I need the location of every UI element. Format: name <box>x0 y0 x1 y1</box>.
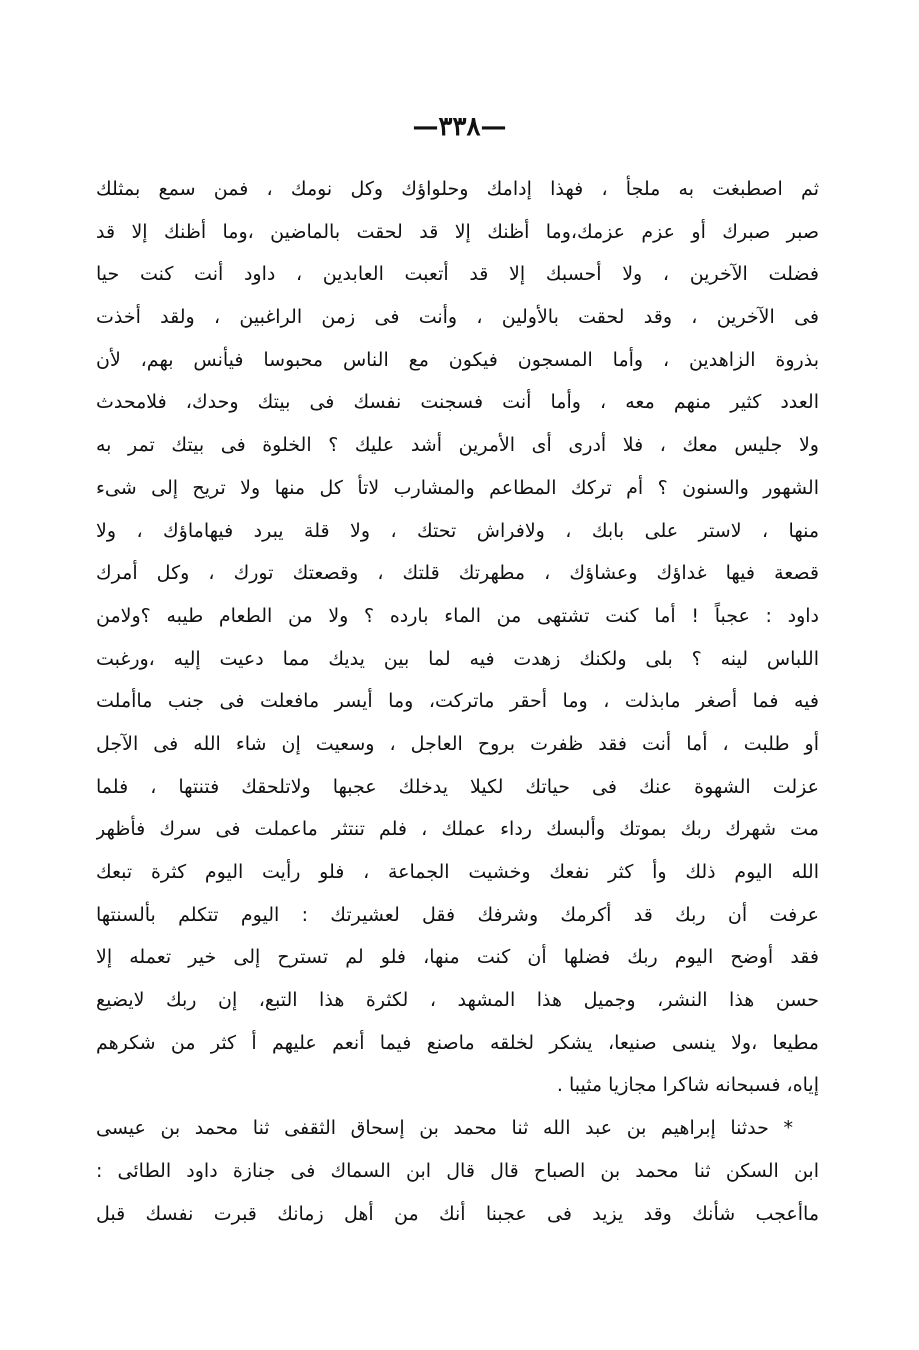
text-line: مت شهرك ربك بموتك وألبسك رداء عملك ، فلم تنتثر ماعملت فى سرك فأظهر <box>96 818 819 841</box>
text-line: العدد كثير منهم معه ، وأما أنت فسجنت نفسك فى بيتك وحدك، فلامحدث <box>96 391 819 414</box>
text-line: منها ، لاستر على بابك ، ولافراش تحتك ، ولا قلة يبرد فيهاماؤك ، ولا <box>96 519 819 542</box>
page-number: —٣٣٨— <box>412 112 507 142</box>
text-line: ابن السكن ثنا محمد بن الصباح قال قال ابن السماك فى جنازة داود الطائى : <box>96 1159 819 1182</box>
hadith-paragraph-start: * حدثنا إبراهيم بن عبد الله ثنا محمد بن إسحاق الثقفى ثنا محمد بن عيسى <box>96 1117 793 1140</box>
text-line: مطيعا ،ولا ينسى صنيعا، يشكر لخلقه ماصنع فيما أنعم عليهم أ كثر من شكرهم <box>96 1031 819 1054</box>
arabic-text-body <box>96 168 819 1235</box>
paragraph-end-line: إياه، فسبحانه شاكرا مجازيا مثيبا . <box>556 1074 819 1097</box>
text-line: بذروة الزاهدين ، وأما المسجون فيكون مع الناس محبوسا فيأنس بهم، لأن <box>96 348 819 371</box>
text-line: ثم اصطبغت به ملجأ ، فهذا إدامك وحلواؤك وكل نومك ، فمن سمع بمثلك <box>96 178 819 200</box>
text-line: فضلت الآخرين ، ولا أحسبك إلا قد أتعبت العابدين ، داود أنت كنت حيا <box>96 263 819 286</box>
text-line: اللباس لينه ؟ بلى ولكنك زهدت فيه لما بين يديك مما دعيت إليه ،ورغبت <box>96 647 819 670</box>
text-line: فيه فما أصغر مابذلت ، وما أحقر ماتركت، وما أيسر مافعلت فى جنب ماأملت <box>96 690 819 713</box>
text-line: ماأعجب شأنك وقد يزيد فى عجبنا أنك من أهل زمانك قبرت نفسك قبل <box>96 1202 819 1225</box>
text-line: صبر صبرك أو عزم عزمك،وما أظنك إلا قد لحقت بالماضين ،وما أظنك إلا قد <box>96 220 819 243</box>
text-line: عرفت أن ربك قد أكرمك وشرفك فقل لعشيرتك : اليوم تتكلم بألسنتها <box>96 903 819 926</box>
text-line: حسن هذا النشر، وجميل هذا المشهد ، لكثرة هذا التبع، إن ربك لايضيع <box>96 989 819 1012</box>
text-line: أو طلبت ، أما أنت فقد ظفرت بروح العاجل ، وسعيت إن شاء الله فى الآجل <box>96 732 819 755</box>
text-line: فى الآخرين ، وقد لحقت بالأولين ، وأنت فى زمن الراغبين ، ولقد أخذت <box>96 306 819 329</box>
text-line: ولا جليس معك ، فلا أدرى أى الأمرين أشد عليك ؟ الخلوة فى بيتك تمر به <box>96 434 819 457</box>
text-line: عزلت الشهوة عنك فى حياتك لكيلا يدخلك عجبها ولاتلحقك فتنتها ، فلما <box>96 775 819 798</box>
text-line: الله اليوم ذلك وأ كثر نفعك وخشيت الجماعة ، فلو رأيت اليوم كثرة تبعك <box>96 861 819 883</box>
text-line: فقد أوضح اليوم ربك فضلها أن كنت منها، فلو لم تسترح إلى خير تعمله إلا <box>96 946 819 969</box>
text-line: داود : عجباً ! أما كنت تشتهى من الماء بارده ؟ ولا من الطعام طيبه ؟ولامن <box>96 604 819 627</box>
text-line: الشهور والسنون ؟ أم تركك المطاعم والمشارب لاتأ كل منها ولا تريح إلى شىء <box>96 476 819 499</box>
text-line: قصعة فيها غداؤك وعشاؤك ، مطهرتك قلتك ، وقصعتك تورك ، وكل أمرك <box>96 562 819 585</box>
